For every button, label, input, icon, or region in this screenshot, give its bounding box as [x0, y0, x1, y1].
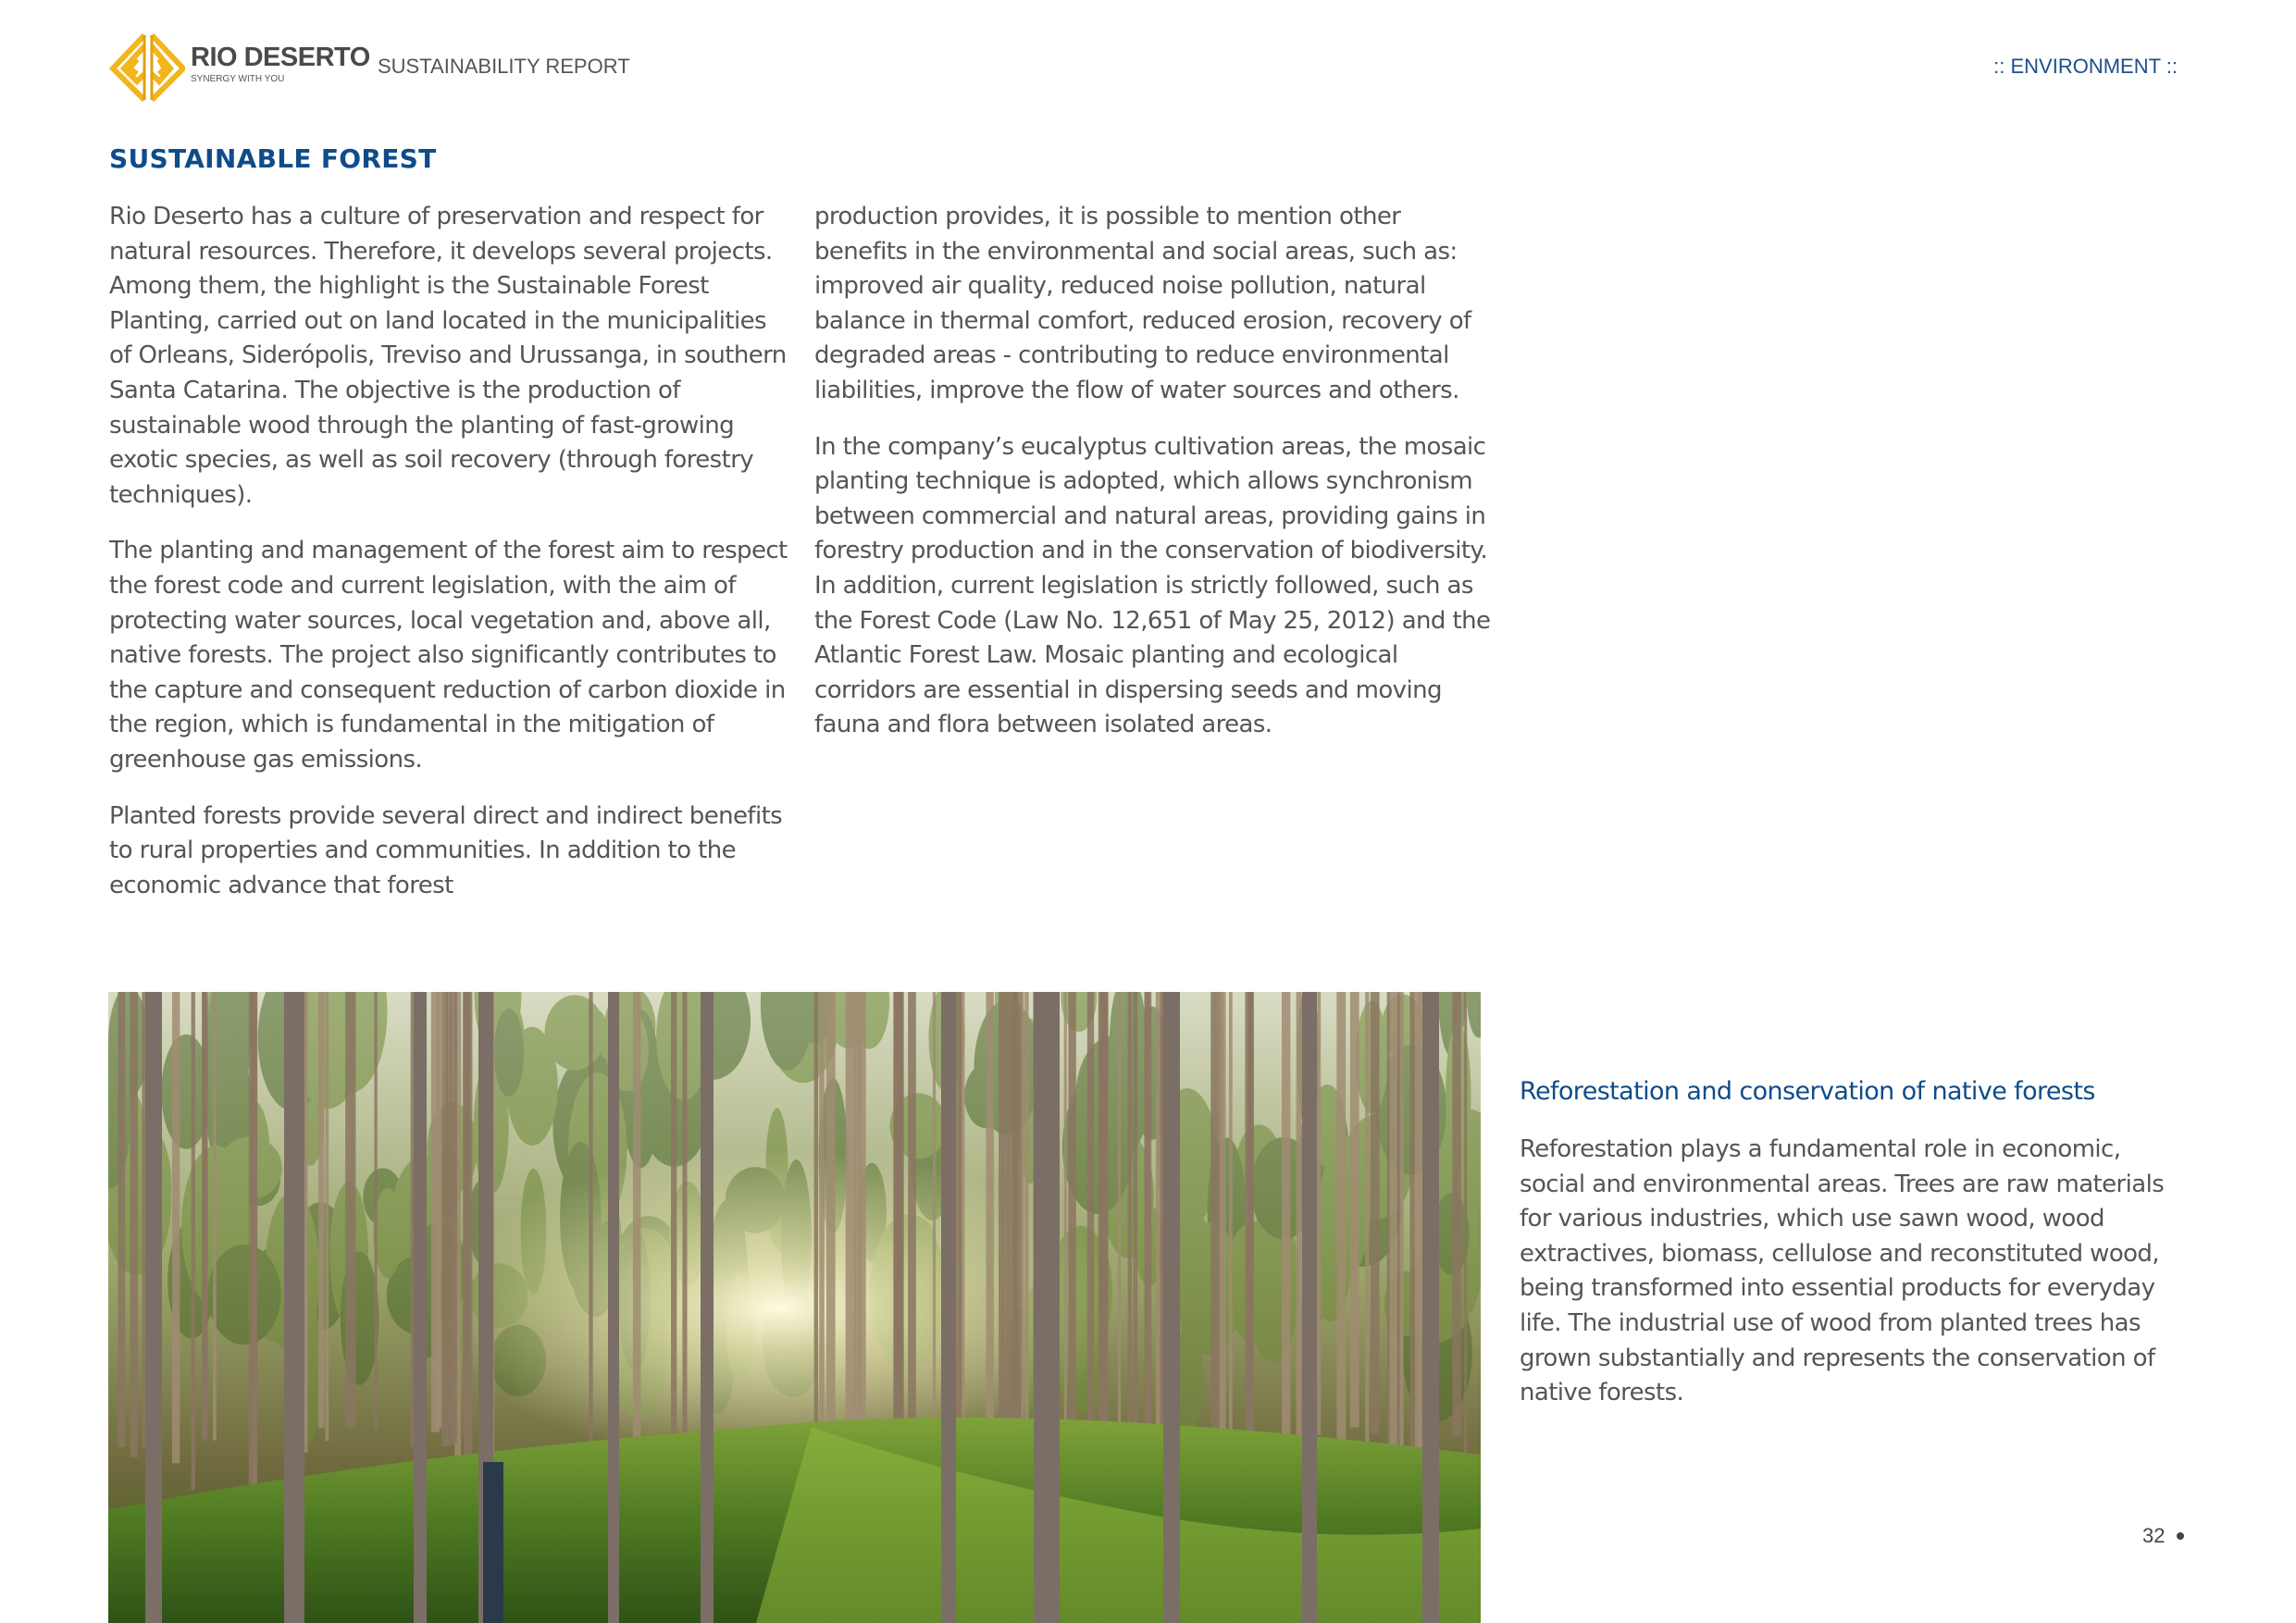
- tree-trunk: [1144, 992, 1151, 1453]
- report-title: SUSTAINABILITY REPORT: [378, 55, 630, 78]
- tree-trunk: [1229, 992, 1233, 1449]
- text-column-2: [814, 200, 1499, 764]
- tree-trunk: [441, 992, 448, 1446]
- tree-trunk: [325, 992, 329, 1441]
- tree-trunk: [374, 992, 377, 1430]
- tree-trunk: [345, 992, 353, 1428]
- tree-trunk: [1282, 992, 1290, 1482]
- tree-trunk: [1422, 992, 1439, 1623]
- tree-trunk: [608, 992, 619, 1623]
- tree-trunk: [1133, 992, 1137, 1487]
- tree-trunk: [819, 992, 825, 1443]
- tree-trunk: [933, 992, 936, 1472]
- tree-trunk: [941, 992, 956, 1623]
- tree-trunk: [1297, 992, 1302, 1456]
- tree-trunk: [857, 992, 865, 1445]
- page-number: 32: [2142, 1524, 2166, 1547]
- text-column-3: [1520, 1133, 2186, 1432]
- tree-trunk: [318, 992, 325, 1428]
- tree-trunk: [1021, 992, 1024, 1462]
- paragraph: Rio Deserto has a culture of preservation and respect for natural resources. Therefore, it develops several projects. Among them, the highlight is the Sustainable Forest Planting, carried out on land located in the municipalities of Orleans, Siderópolis, Treviso and Urussanga, in southern Santa Catarina. The objective is the production of sustainable wood through the planting of fast-growing exotic species, as well as soil recovery (through forestry techniques).: [109, 203, 787, 509]
- brand-tagline: SYNERGY WITH YOU: [191, 74, 285, 84]
- tree-trunk: [130, 992, 138, 1457]
- tree-trunk: [826, 992, 836, 1448]
- tree-trunk: [1409, 992, 1414, 1479]
- tree-trunk: [701, 992, 714, 1623]
- tree-trunk: [284, 992, 304, 1623]
- tree-trunk: [450, 992, 457, 1443]
- tree-trunk: [1249, 992, 1254, 1483]
- tree-trunk: [1371, 992, 1380, 1433]
- tree-trunk: [1336, 992, 1346, 1461]
- tree-trunk: [1210, 992, 1215, 1474]
- tree-trunk: [633, 992, 641, 1461]
- tree-trunk: [414, 992, 427, 1623]
- tree-trunk: [1087, 992, 1094, 1444]
- tree-trunk: [172, 992, 180, 1463]
- tree-trunk: [1064, 992, 1067, 1493]
- tree-trunk: [1390, 992, 1397, 1499]
- tree-trunk: [1452, 992, 1460, 1435]
- tree-trunk: [1400, 992, 1404, 1449]
- tree-trunk: [411, 992, 415, 1447]
- section-subtitle: Reforestation and conservation of native forests: [1520, 1077, 2095, 1106]
- tree-trunk: [1118, 992, 1121, 1474]
- tree-trunk: [682, 992, 687, 1474]
- paragraph: Planted forests provide several direct and indirect benefits to rural properties and communities. In addition to the economic advance that forest: [109, 801, 783, 899]
- page-number-bullet-icon: [2177, 1532, 2184, 1540]
- tree-trunk: [1317, 992, 1321, 1435]
- tree-trunk: [192, 992, 195, 1490]
- tree-trunk: [1002, 992, 1009, 1482]
- tree-trunk: [1464, 992, 1467, 1461]
- tree-trunk: [589, 992, 592, 1452]
- tree-trunk: [1068, 992, 1075, 1462]
- tree-trunk: [1415, 992, 1421, 1490]
- tree-trunk: [1220, 992, 1226, 1498]
- tree-trunk: [1034, 992, 1060, 1623]
- tree-trunk: [814, 992, 818, 1496]
- paragraph: The planting and management of the forest aim to respect the forest code and current legislation, with the aim of protecting water sources, local vegetation and, above all, native forests. The project also significantly contributes to the capture and consequent reduction of carbon dioxide in the region, which is fundamental in the mitigation of greenhouse gas emissions.: [109, 537, 788, 774]
- tree-trunk: [118, 992, 125, 1447]
- brand-name: RIO DESERTO: [191, 43, 370, 72]
- paragraph: In the company’s eucalyptus cultivation areas, the mosaic planting technique is adopted, which allows synchronism between commercial and natural areas, providing gains in forestry production and in the conservation of biodiversity. In addition, current legislation is strictly followed, such as the Forest Code (Law No. 12,651 of May 25, 2012) and the Atlantic Forest Law. Mosaic planting and ecological corridors are essential in dispersing seeds and moving fauna and flora between isolated areas.: [814, 432, 1491, 739]
- text-column-1: [109, 200, 794, 924]
- rio-deserto-logo-icon: [109, 31, 185, 104]
- tree-trunk: [1365, 992, 1369, 1447]
- tree-trunk: [464, 992, 472, 1462]
- tree-trunk: [251, 992, 256, 1484]
- tree-trunk: [1014, 992, 1018, 1453]
- tree-trunk: [1098, 992, 1107, 1467]
- tree-trunk: [851, 992, 856, 1438]
- section-label: :: ENVIRONMENT ::: [1993, 55, 2178, 78]
- paragraph: Reforestation plays a fundamental role in economic, social and environmental areas. Trees are raw materials for various industries, which use sawn wood, wood extractives, biomass, cellulose and reconstituted wood, being transformed into essential products for everyday life. The industrial use of wood from planted trees has grown substantially and represents the conservation of native forests.: [1520, 1135, 2165, 1407]
- tree-trunk: [145, 992, 162, 1623]
- tree-trunk: [213, 992, 217, 1441]
- tree-trunk: [1128, 992, 1133, 1438]
- tree-trunk: [846, 992, 852, 1493]
- tree-trunk: [1387, 992, 1390, 1489]
- tree-trunk: [894, 992, 902, 1467]
- page-title: SUSTAINABLE FOREST: [109, 143, 437, 174]
- tree-trunk: [436, 992, 441, 1428]
- tree-trunk: [1163, 992, 1180, 1623]
- tree-trunk: [202, 992, 206, 1440]
- tree-trunk: [1302, 992, 1317, 1623]
- tree-trunk: [1350, 992, 1359, 1428]
- tree-trunk: [999, 992, 1003, 1435]
- tree-trunk: [671, 992, 676, 1496]
- forest-photo: [108, 992, 1481, 1623]
- paragraph: production provides, it is possible to mention other benefits in the environmental and social areas, such as: improved air quality, reduced noise pollution, natural balance in thermal comfort, reduced erosion, recovery of degraded areas - contributing to reduce environmental liabilities, improve the flow of water sources and others.: [814, 203, 1471, 404]
- tree-trunk: [956, 992, 962, 1480]
